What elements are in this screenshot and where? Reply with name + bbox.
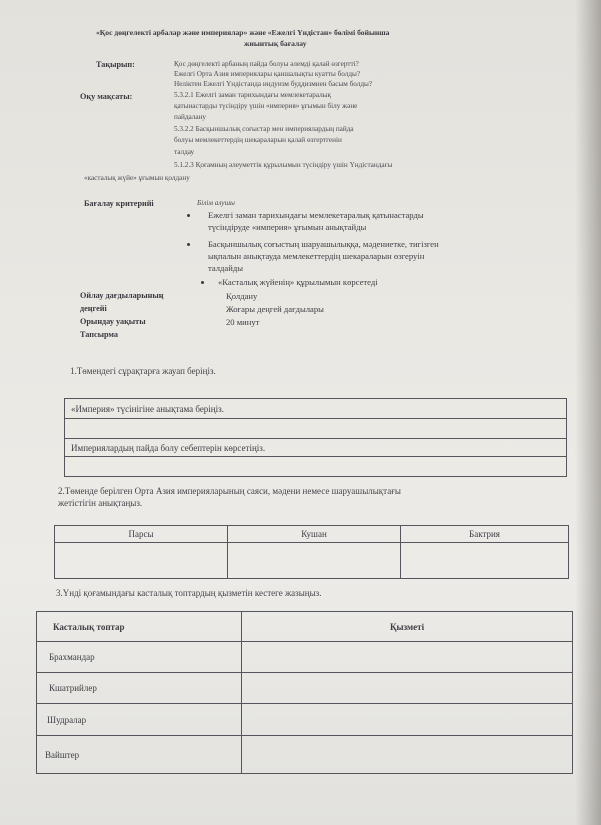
goal-line: қатынастарды түсіндіру үшін «империя» ұғымын білу және [174,102,358,110]
task3-table [36,611,573,774]
goal-line: 5.1.2.3 Қоғамның әлеуметтік құрылымын түсіндіру үшін Үндістандағы [174,161,393,169]
level-value: Жоғары деңгей дағдылары [226,304,324,314]
column-header-parsy: Парсы [55,526,228,543]
level-label: деңгейі [80,304,107,313]
criteria-text: Ежелгі заман тарихындағы мемлекетаралық қатынастарды [208,210,424,220]
task1-question-1: «Империя» түсінігіне анықтама беріңіз. [65,399,567,419]
task2-table [54,525,569,579]
task2-title-line1: 2.Төменде берілген Орта Азия империяларының саяси, мәдени немесе шаруашылықтағы [58,486,401,496]
criteria-text: талдайды [208,263,243,273]
caste-name: Кшатрийлер [37,673,242,704]
criteria-text: Басқыншылық соғыстың шаруашылыққа, мәдениетке, тигізген [208,239,439,249]
header-title-line1: «Қос дөңгелекті арбалар және империялар» және «Ежелгі Үндістан» бөлімі бойынша [96,28,390,37]
column-header-groups: Касталық топтар [37,612,242,642]
task1-title: 1.Төмендегі сұрақтарға жауап беріңіз. [70,366,216,376]
topic-line: Қос дөңгелекті арбаның пайда болуы әлемді қалай өзгертті? [174,60,359,68]
topic-line: Ежелгі Орта Азия империялары қаншалықты куатты болды? [174,70,361,78]
time-value: 20 минут [226,317,260,327]
goal-line: пайдалану [174,113,207,121]
answer-cell[interactable] [401,543,569,579]
goal-line: болуы мемлекеттердің шекараларын қалай өзгертгенін [174,136,342,144]
criteria-text: ықпалын анықтауда мемлекеттердің шекараларын өзгеруін [208,251,425,261]
task2-title-line2: жетістігін анықтаңыз. [58,498,143,508]
bullet-icon [201,281,204,284]
answer-cell[interactable] [242,642,573,673]
level-label: Ойлау дағдыларының [80,291,164,300]
caste-name: Шудралар [37,704,242,736]
answer-cell[interactable] [242,704,573,736]
goal-line: 5.3.2.2 Басқыншылық соғыстар мен империялардың пайда [174,125,354,133]
time-label: Орындау уақыты [80,317,146,326]
caste-name: Вайштер [37,736,242,774]
task3-title: 3.Үнді қоғамындағы касталық топтардың қызметін кестеге жазыңыз. [56,588,322,598]
goal-line: 5.3.2.1 Ежелгі заман тарихындағы мемлекетаралық [174,91,331,99]
criteria-text: түсіндіруде «империя» ұғымын анықтайды [208,222,367,232]
answer-cell[interactable] [242,736,573,774]
column-header-role: Қызметі [242,612,573,642]
task1-table [64,398,567,477]
criteria-sublabel: Білім алушы [197,199,235,207]
answer-cell[interactable] [228,543,401,579]
task-label: Тапсырма [80,330,119,339]
answer-cell[interactable] [65,419,567,439]
topic-label: Тақырып: [96,60,135,69]
task1-question-2: Империялардың пайда болу себептерін көрсетіңіз. [65,439,567,457]
answer-cell[interactable] [242,673,573,704]
answer-cell[interactable] [55,543,228,579]
bullet-icon [187,214,190,217]
column-header-baktria: Бактрия [401,526,569,543]
caste-name: Брахмандар [37,642,242,673]
goal-line: талдау [174,148,195,156]
criteria-text: «Касталық жүйенің» құрылымын көрсетеді [218,277,378,287]
header-title-line2: жиынтық бағалау [244,39,307,48]
column-header-kushan: Кушан [228,526,401,543]
goal-line: «касталық жүйе» ұғымын қолдану [84,174,190,182]
criteria-label: Бағалау критерийі [84,199,154,208]
goal-label: Оқу мақсаты: [80,92,133,101]
photo-shadow [575,0,601,825]
answer-cell[interactable] [65,457,567,477]
level-value: Қолдану [226,291,258,301]
bullet-icon [187,243,190,246]
topic-line: Неліктен Ежелгі Үндістанда индуизм буддизмнен басым болды? [174,80,373,88]
